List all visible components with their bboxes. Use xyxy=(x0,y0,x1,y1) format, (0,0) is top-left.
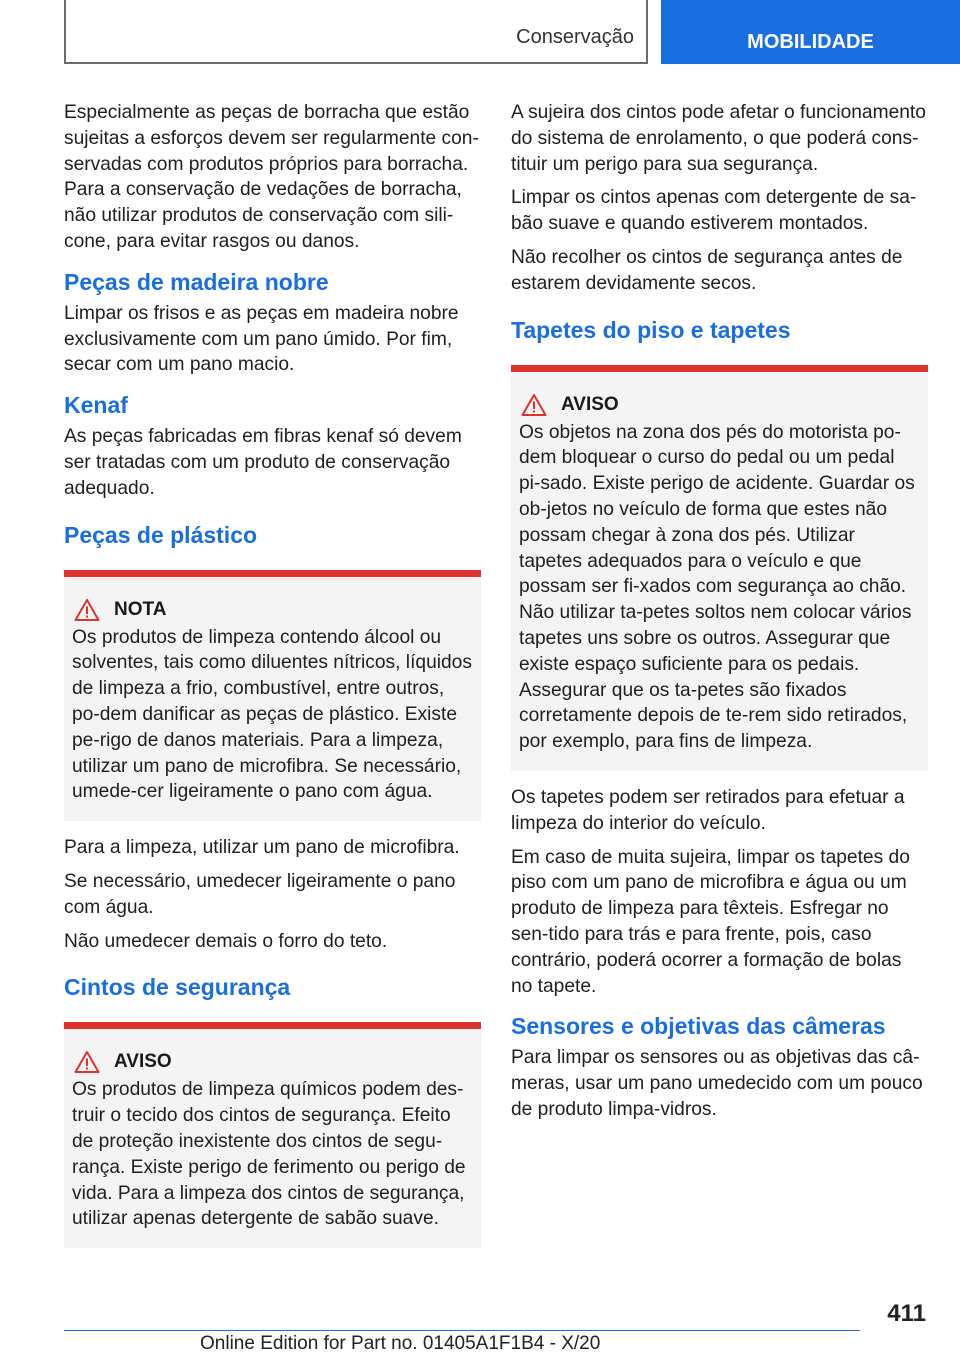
seatbelts-heading: Cintos de segurança xyxy=(64,974,291,1001)
warning-triangle-icon xyxy=(74,1050,100,1074)
warning-title-row xyxy=(74,1049,473,1075)
floor-mats-paragraph-2: Em caso de muita sujeira, limpar os tapetes do piso com um pano de microfibra e água ou um produto de limpeza para têxteis. Esfregar no sen-tido para trás e para frente, pois, caso contrário, poderá ocorrer a formação de bolas no tapete. xyxy=(511,846,910,997)
note-title: NOTA xyxy=(114,598,167,620)
warning-title: AVISO xyxy=(561,393,619,415)
section-header xyxy=(64,0,648,64)
right-column xyxy=(511,100,928,1131)
page-number: 411 xyxy=(887,1300,926,1327)
chapter-tab[interactable]: MOBILIDADE xyxy=(661,0,960,64)
wood-heading: Peças de madeira nobre xyxy=(64,268,329,295)
seatbelts-paragraph-2: Limpar os cintos apenas com detergente de sa-bão suave e quando estiverem montados. xyxy=(511,187,917,235)
floor-mats-warning-box xyxy=(511,365,928,771)
section-title: Conservação xyxy=(516,26,634,48)
seatbelts-warning-box xyxy=(64,1022,481,1248)
kenaf-heading: Kenaf xyxy=(64,392,128,419)
seatbelts-paragraph-1: A sujeira dos cintos pode afetar o funcionamento do sistema de enrolamento, o que poderá cons-tituir um perigo para sua segurança. xyxy=(511,102,926,175)
note-text: Os produtos de limpeza contendo álcool ou solventes, tais como diluentes nítricos, líquidos de limpeza a frio, combustível, entre outros, po-dem danificar as peças de plástico. Existe pe-rigo de danos materiais. Para a limpeza, utilizar um pano de microfibra. Se necessário, umede-cer ligeiramente o pano com água. xyxy=(72,626,472,803)
sensors-paragraph: Para limpar os sensores ou as objetivas das câ-meras, usar um pano umedecido com um pouco de produto limpa-vidros. xyxy=(511,1047,923,1120)
floor-mats-paragraph-1: Os tapetes podem ser retirados para efetuar a limpeza do interior do veículo. xyxy=(511,786,905,834)
plastic-paragraph-2: Se necessário, umedecer ligeiramente o pano com água. xyxy=(64,870,456,918)
plastic-paragraph-1: Para a limpeza, utilizar um pano de microfibra. xyxy=(64,837,460,859)
plastic-note-box xyxy=(64,570,481,822)
seatbelts-paragraph-3: Não recolher os cintos de segurança antes de estarem devidamente secos. xyxy=(511,246,903,294)
note-title-row xyxy=(74,597,473,623)
left-column xyxy=(64,100,481,1262)
warning-title-row xyxy=(521,392,920,418)
sensors-heading: Sensores e objetivas das câmeras xyxy=(511,1013,886,1040)
warning-title: AVISO xyxy=(114,1051,172,1073)
warning-text: Os objetos na zona dos pés do motorista po-dem bloquear o curso do pedal ou um pedal pi-sado. Existe perigo de acidente. Guardar os ob-jetos no veículo de forma que estes não possam chegar à zona dos pés. Utilizar tapetes adequados para o veículo e que possam ser fi-xados com segurança ao chão. Não utilizar ta-petes soltos nem colocar vários tapetes uns sobre os outros. Assegurar que existe espaço suficiente para os pedais. Assegurar que os ta-petes são fixados corretamente depois de te-rem sido retirados, por exemplo, para fins de limpeza. xyxy=(519,421,915,753)
footer-divider xyxy=(64,1330,860,1331)
rubber-care-paragraph: Especialmente as peças de borracha que estão sujeitas a esforços devem ser regularmente con-servadas com produtos próprios para borracha. Para a conservação de vedações de borracha, não utilizar produtos de conservação com sili-cone, para evitar rasgos ou danos. xyxy=(64,102,479,252)
floor-mats-heading: Tapetes do piso e tapetes xyxy=(511,316,791,343)
warning-triangle-icon xyxy=(74,598,100,622)
wood-paragraph: Limpar os frisos e as peças em madeira nobre exclusivamente com um pano úmido. Por fim, secar com um pano macio. xyxy=(64,302,459,376)
warning-triangle-icon xyxy=(521,393,547,417)
plastic-heading: Peças de plástico xyxy=(64,521,258,548)
plastic-paragraph-3: Não umedecer demais o forro do teto. xyxy=(64,930,388,952)
edition-footer: Online Edition for Part no. 01405A1F1B4 - X/20 xyxy=(200,1333,601,1354)
kenaf-paragraph: As peças fabricadas em fibras kenaf só devem ser tratadas com um produto de conservação adequado. xyxy=(64,426,462,499)
warning-text: Os produtos de limpeza químicos podem des-truir o tecido dos cintos de segurança. Efeito de proteção inexistente dos cintos de segu-rança. Existe perigo de ferimento ou perigo de vida. Para a limpeza dos cintos de segurança, utilizar apenas detergente de sabão suave. xyxy=(72,1079,466,1230)
